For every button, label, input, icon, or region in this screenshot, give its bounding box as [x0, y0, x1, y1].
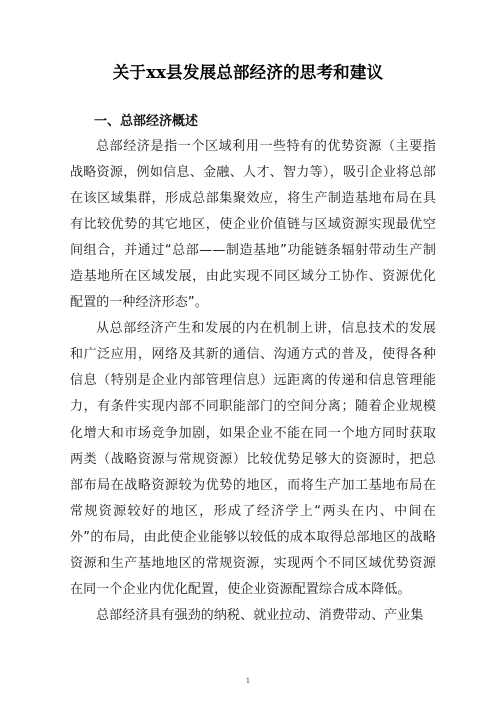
document-title: 关于xx县发展总部经济的思考和建议	[112, 63, 384, 82]
paragraph-2: 从总部经济产生和发展的内在机制上讲，信息技术的发展和广泛应用，网络及其新的通信、沟通方式的普及，使得各种信息（特别是企业内部管理信息）远距离的传递和信息管理能力，有条件实现内部不同职能部门的空间分离；随着企业规模化增大和市场竞争加剧，如果企业不能在同一个地方同时获取两类（战略资源与常规资源）比较优势足够大的资源时，把总部布局在战略资源较为优势的地区，而将生产加工基地布局在常规资源较好的地区，形成了经济学上“两头在内、中间在外”的布局，由此使企业能够以较低的成本取得总部地区的战略资源和生产基地地区的常规资源，实现两个不同区域优势资源在同一个企业内优化配置，使企业资源配置综合成本降低。	[70, 321, 436, 597]
body-text	[70, 134, 436, 629]
paragraph-3: 总部经济具有强劲的纳税、就业拉动、消费带动、产业集	[96, 607, 424, 623]
section-heading: 一、总部经济概述	[94, 114, 199, 129]
paragraph-1: 总部经济是指一个区域利用一些特有的优势资源（主要指战略资源，例如信息、金融、人才、智力等），吸引企业将总部在该区域集群，形成总部集聚效应，将生产制造基地布局在具有比较优势的其它地区，使企业价值链与区域资源实现最优空间组合，并通过“总部——制造基地”功能链条辐射带动生产制造基地所在区域发展，由此实现不同区域分工协作、资源优化配置的一种经济形态”。	[70, 139, 436, 311]
page-number: 1	[245, 677, 251, 685]
